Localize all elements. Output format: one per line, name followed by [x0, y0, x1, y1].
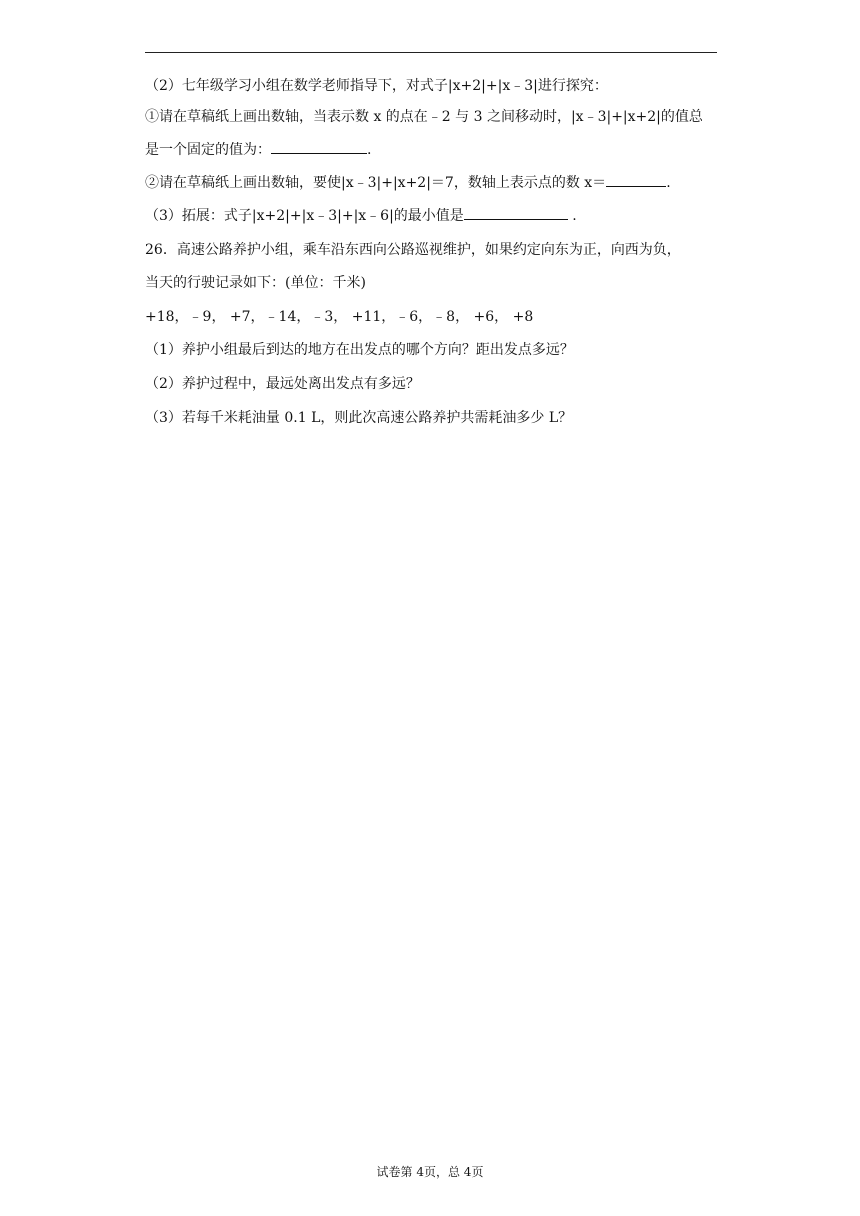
q26-records-text: +18，﹣9， +7，﹣14，﹣3， +11，﹣6，﹣8， +6， +8 [145, 309, 534, 325]
q25-part2-sub1-text-a: ①请在草稿纸上画出数轴，当表示数 x 的点在﹣2 与 3 之间移动时，|x﹣3|+|x+2|的值总 [145, 109, 703, 125]
q25-part3-text: （3）拓展：式子|x+2|+|x﹣3|+|x﹣6|的最小值是 [145, 208, 464, 224]
q26-sub2 [145, 374, 420, 394]
q25-part2-sub1-line2 [145, 139, 371, 160]
page-number-text: 试卷第 4页，总 4页 [376, 1165, 484, 1179]
q25-part3 [145, 205, 577, 226]
q26-sub2-text: （2）养护过程中，最远处离出发点有多远？ [145, 376, 420, 392]
q26-sub1-text: （1）养护小组最后到达的地方在出发点的哪个方向？距出发点多远？ [145, 342, 574, 358]
q26-sub3 [145, 408, 572, 428]
answer-blank-x-value [606, 172, 666, 187]
q25-part2-sub2 [145, 172, 671, 193]
page-footer [0, 1164, 860, 1180]
q25-part2-sub2-text: ②请在草稿纸上画出数轴，要使|x﹣3|+|x+2|＝7，数轴上表示点的数 x＝ [145, 175, 607, 191]
q26-stem-line1 [145, 240, 681, 260]
answer-blank-fixed-value [271, 139, 367, 154]
answer-blank-min-value [464, 205, 568, 220]
q26-sub3-text: （3）若每千米耗油量 0.1 L，则此次高速公路养护共需耗油多少 L？ [145, 410, 573, 426]
q26-records [145, 307, 533, 327]
q25-part3-period: . [567, 208, 577, 224]
q25-part2-sub1-line1 [145, 107, 703, 127]
q26-stem-text-a: 26．高速公路养护小组，乘车沿东西向公路巡视维护，如果约定向东为正，向西为负， [145, 242, 681, 258]
q25-part2-intro [145, 76, 608, 96]
q26-stem-text-b: 当天的行驶记录如下：(单位：千米) [145, 275, 366, 291]
q26-sub1 [145, 340, 574, 360]
header-rule [145, 52, 717, 53]
q25-part2-intro-text: （2）七年级学习小组在数学老师指导下，对式子|x+2|+|x﹣3|进行探究： [145, 78, 608, 94]
q26-stem-line2 [145, 273, 366, 293]
q25-part2-sub2-period: . [666, 175, 671, 191]
q25-part2-sub1-text-b: 是一个固定的值为： [145, 142, 271, 158]
q25-part2-sub1-period: . [367, 142, 372, 158]
